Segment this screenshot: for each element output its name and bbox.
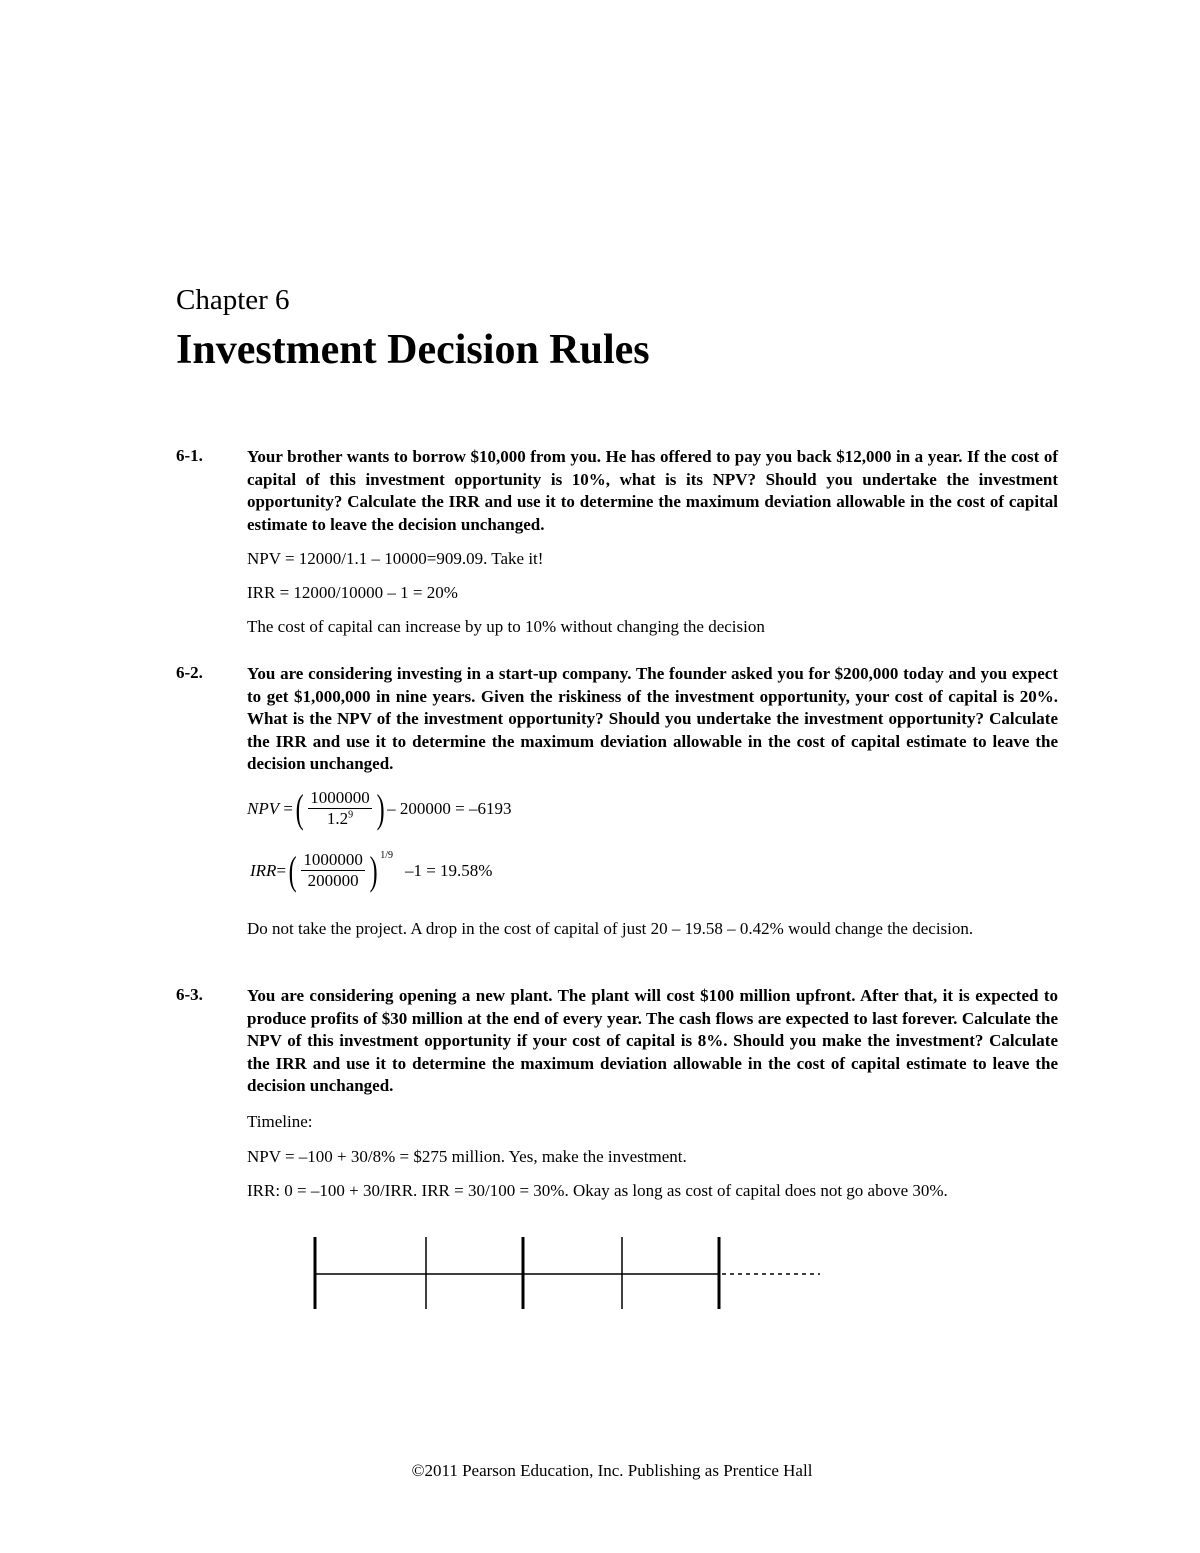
- problem-question: You are considering opening a new plant. The plant will cost $100 million upfront. After that, it is expected to produce profits of $30 million at the end of every year. The cash flows are expected to last forever. Calculate the NPV of this investment opportunity if your cost of capital is 8%. Should you make the investment? Calculate the IRR and use it to determine the maximum deviation allowable in the cost of capital estimate to leave the decision unchanged.: [247, 986, 1058, 1096]
- problem-question: Your brother wants to borrow $10,000 from you. He has offered to pay you back $12,000 in a year. If the cost of capital of this investment opportunity is 10%, what is its NPV? Should you undertake the investment opportunity? Calculate the IRR and use it to determine the maximum deviation allowable in the cost of capital estimate to leave the decision unchanged.: [247, 447, 1058, 534]
- formula-rest: –1 = 19.58%: [404, 860, 493, 880]
- page-footer: ©2011 Pearson Education, Inc. Publishing as Prentice Hall: [411, 1461, 813, 1480]
- formula-rest: – 200000 = –6193: [387, 798, 512, 818]
- chapter-label: Chapter 6: [176, 284, 290, 316]
- exponent: 9: [348, 809, 354, 821]
- numerator: 1000000: [303, 850, 363, 869]
- paren-right: ): [376, 785, 385, 831]
- paren-left: (: [295, 785, 304, 831]
- paren-left: (: [288, 847, 297, 893]
- problem-question: You are considering investing in a start-up company. The founder asked you for $200,000 today and you expect to get $1,000,000 in nine years. Given the riskiness of the investment opportunity, your cost of capital is 20%. What is the NPV of the investment opportunity? Should you undertake the investment opportunity? Calculate the IRR and use it to determine the maximum deviation allowable in the cost of capital estimate to leave the decision unchanged.: [247, 664, 1058, 774]
- answer-line: Timeline:: [247, 1112, 313, 1131]
- formula-eq: =: [276, 860, 287, 880]
- denominator: 200000: [307, 871, 359, 890]
- answer-line: The cost of capital can increase by up to 10% without changing the decision: [247, 617, 765, 636]
- problem-number: 6-3.: [176, 985, 203, 1004]
- numerator: 1000000: [310, 788, 370, 807]
- problem-number: 6-1.: [176, 446, 203, 465]
- answer-line: IRR = 12000/10000 – 1 = 20%: [247, 583, 458, 602]
- denominator: 1.2: [326, 809, 349, 828]
- formula-lhs: NPV: [247, 798, 280, 818]
- chapter-title: Investment Decision Rules: [176, 327, 650, 373]
- paren-right: ): [369, 847, 378, 893]
- answer-line: NPV = –100 + 30/8% = $275 million. Yes, make the investment.: [247, 1147, 687, 1166]
- answer-line: NPV = 12000/1.1 – 10000=909.09. Take it!: [247, 549, 544, 568]
- formula-lhs: IRR: [250, 860, 277, 880]
- answer-line: IRR: 0 = –100 + 30/IRR. IRR = 30/100 = 30%. Okay as long as cost of capital does not go above 30%.: [247, 1181, 948, 1200]
- formula-eq: =: [283, 798, 293, 818]
- answer-line: Do not take the project. A drop in the cost of capital of just 20 – 19.58 – 0.42% would change the decision.: [247, 919, 974, 938]
- exponent: 1/9: [380, 850, 393, 861]
- problem-number: 6-2.: [176, 663, 203, 682]
